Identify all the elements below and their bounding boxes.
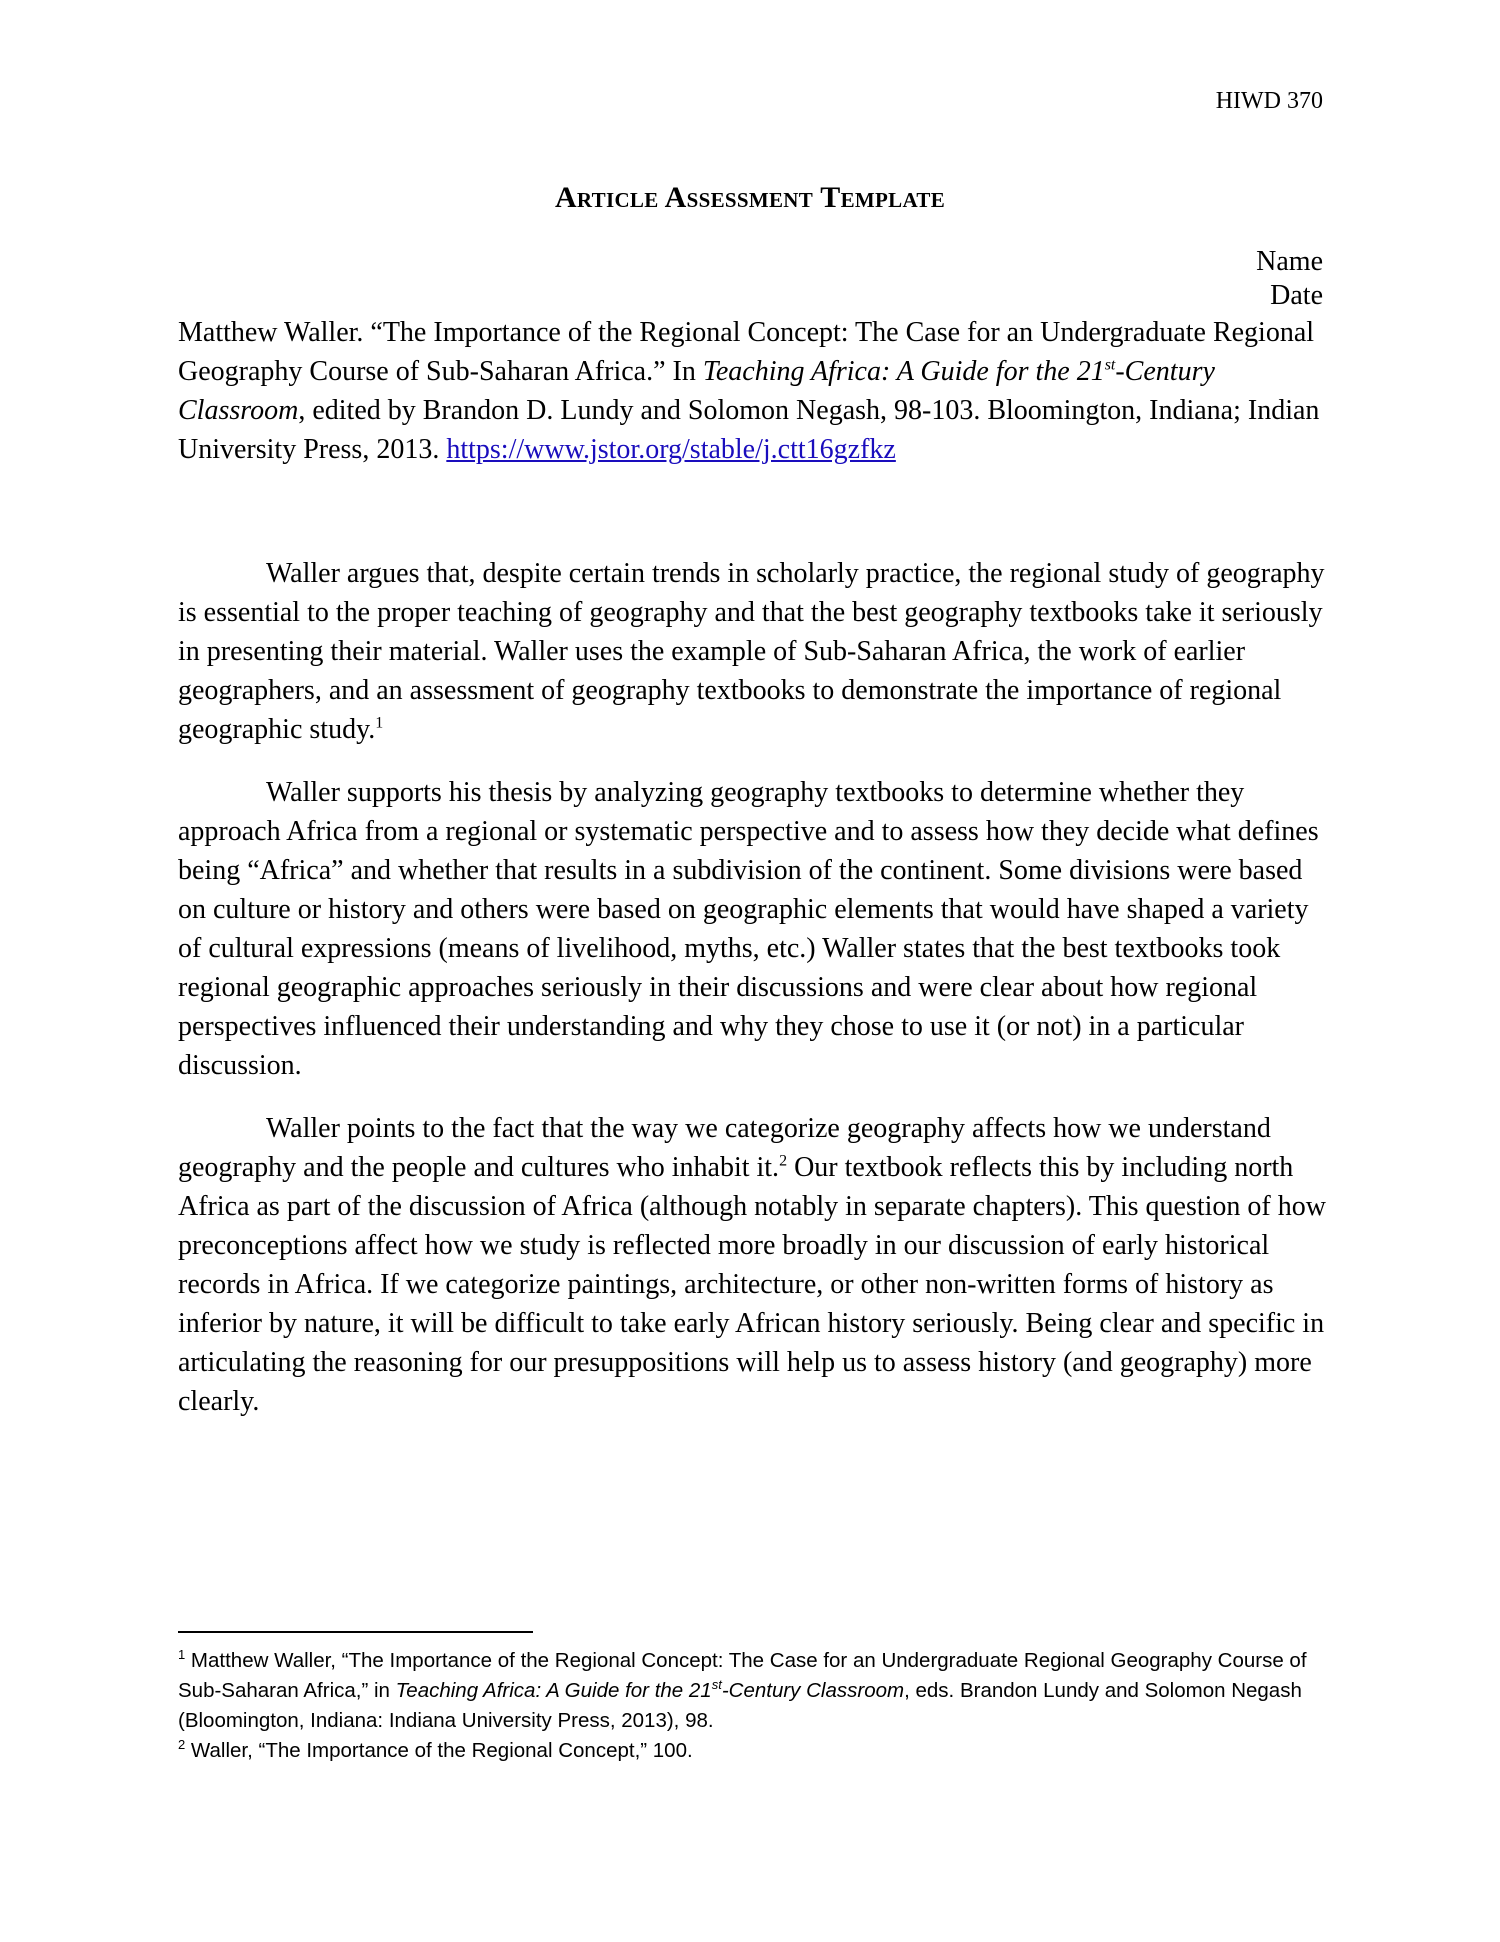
footnote-ref-1[interactable]: 1 [375,714,384,732]
footnote-separator [178,1631,533,1633]
bibliographic-citation [178,313,1328,469]
footnote-book-title-part: -Century Classroom [721,1679,905,1702]
footnote-text: Matthew Waller, “The Importance of the Regional Concept: The Case for an Undergraduate Regional Geography Course of Sub-Saharan Africa,” in [178,1649,1307,1702]
course-code: HIWD 370 [1215,88,1323,114]
paragraph-text: Waller argues that, despite certain trends in scholarly practice, the regional study of geography is essential to the proper teaching of geography and that the best geography textbooks take it seriously in presenting their material. Waller uses the example of Sub-Saharan Africa, the work of earlier geographers, and an assessment of geography textbooks to demonstrate the importance of regional geographic study. [178,558,1325,745]
footnote-1 [178,1646,1338,1736]
footnotes [178,1646,1338,1766]
paragraph-2 [178,773,1326,1085]
footnote-text: , eds. Brandon Lundy and Solomon Negash (Bloomington, Indiana: Indiana University Press, 2013), 98. [178,1679,1302,1732]
name-label: Name [1256,246,1323,277]
footnote-text: Waller, “The Importance of the Regional Concept,” 100. [185,1739,693,1762]
footnote-book-title-part: Teaching Africa: A Guide for the 21 [395,1679,712,1702]
paragraph-text: Waller points to the fact that the way we categorize geography affects how we understand geography and the people and cultures who inhabit it. [178,1113,1271,1183]
assessment-body [178,554,1326,1445]
date-label: Date [1270,280,1323,311]
footnote-book-title [396,1679,904,1702]
ordinal-superscript: st [1104,356,1116,374]
paragraph-text: Our textbook reflects this by including north Africa as part of the discussion of Africa (although notably in separate chapters). This question of how preconceptions affect how we study is reflected more broadly in our discussion of early historical records in Africa. If we categorize paintings, architecture, or other non-written forms of history as inferior by nature, it will be difficult to take early African history seriously. Being clear and specific in articulating the reasoning for our presuppositions will help us to assess history (and geography) more clearly. [178,1152,1326,1417]
page-title: Article Assessment Template [554,181,946,214]
citation-text: Matthew Waller. “The Importance of the Regional Concept: The Case for an Undergraduate Regional Geography Course of Sub-Saharan Africa.” In [178,317,1315,387]
footnote-number: 1 [178,1647,186,1663]
book-title-part: Teaching Africa: A Guide for the 21 [702,356,1105,387]
footnote-number: 2 [178,1737,186,1753]
citation-publication: , edited by Brandon D. Lundy and Solomon Negash, 98-103. Bloomington, Indiana; Indian University Press, 2013. [178,395,1320,465]
jstor-link[interactable]: https://www.jstor.org/stable/j.ctt16gzfkz [446,434,896,465]
paragraph-text: Waller supports his thesis by analyzing geography textbooks to determine whether they approach Africa from a regional or systematic perspective and to assess how they decide what defines being “Africa” and whether that results in a subdivision of the continent. Some divisions were based on culture or history and others were based on geographic elements that would have shaped a variety of cultural expressions (means of livelihood, myths, etc.) Waller states that the best textbooks took regional geographic approaches seriously in their discussions and were clear about how regional perspectives influenced their understanding and why they chose to use it (or not) in a particular discussion. [178,777,1319,1081]
footnote-ref-2[interactable]: 2 [779,1152,788,1170]
paragraph-3 [178,1109,1326,1421]
footnote-2 [178,1736,1338,1766]
book-title-part: -Century Classroom [178,356,1215,426]
paragraph-1 [178,554,1326,749]
ordinal-superscript: st [711,1677,722,1693]
name-date-block [1256,245,1323,313]
